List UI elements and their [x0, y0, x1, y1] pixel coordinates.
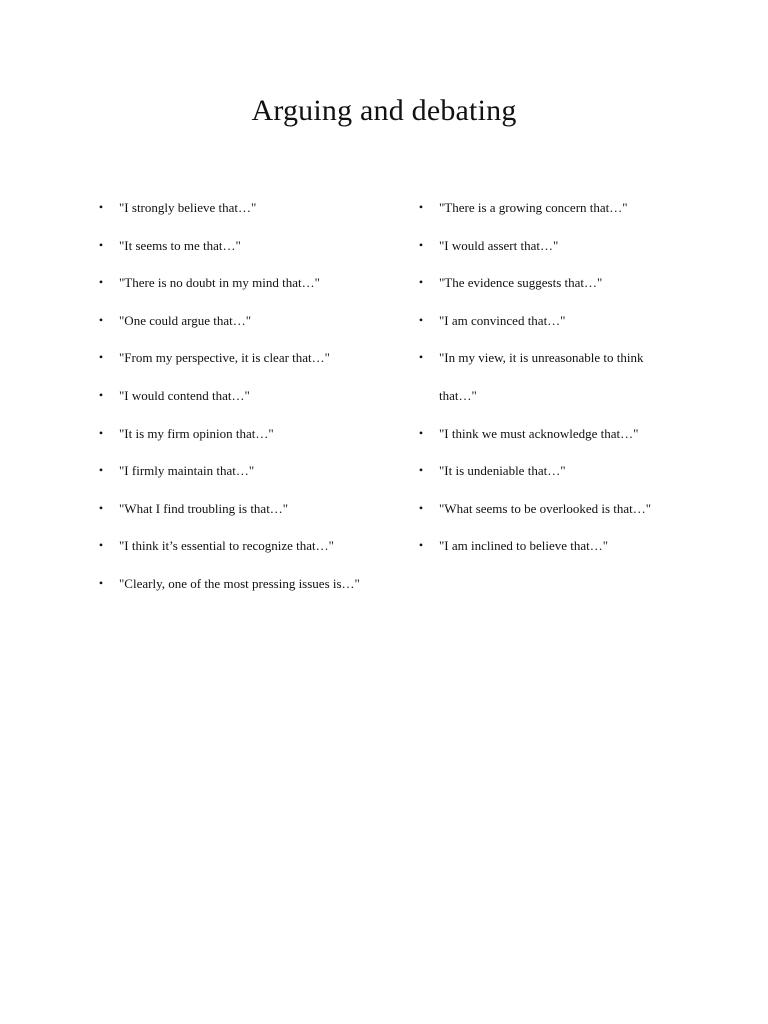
bullet-icon: •	[98, 200, 104, 214]
list-item	[96, 189, 396, 227]
list-item	[96, 490, 396, 528]
bullet-icon: •	[98, 350, 104, 365]
list-item	[416, 302, 716, 340]
list-item	[416, 415, 716, 453]
list-item	[96, 302, 396, 340]
bullet-icon: •	[418, 312, 424, 327]
bullet-icon: •	[418, 425, 424, 440]
list-item-text: "It seems to me that…"	[119, 237, 241, 253]
bullet-icon: •	[98, 463, 104, 478]
list-item-text: "I am convinced that…"	[439, 312, 566, 328]
list-item-text: "What seems to be overlooked is that…"	[439, 500, 652, 516]
list-item	[96, 339, 396, 377]
list-item-text: "Clearly, one of the most pressing issues is…"	[119, 575, 360, 591]
list-item-text: "I firmly maintain that…"	[119, 463, 255, 479]
list-item-text: "From my perspective, it is clear that…"	[119, 350, 330, 366]
list-item-text: "It is my firm opinion that…"	[119, 425, 274, 441]
phrase-list-left	[96, 189, 396, 603]
list-item	[416, 189, 716, 227]
list-item-text: "I would contend that…"	[119, 387, 250, 403]
list-item-text: "In my view, it is unreasonable to think that…"	[439, 350, 644, 403]
bullet-icon: •	[418, 500, 424, 515]
list-item	[416, 339, 679, 414]
bullet-icon: •	[98, 425, 104, 440]
list-item	[416, 490, 716, 528]
list-item	[416, 227, 716, 265]
page-title: Arguing and debating	[251, 94, 517, 127]
list-item	[96, 452, 396, 490]
bullet-icon: •	[98, 538, 104, 553]
list-item	[96, 377, 396, 415]
list-item-text: "I strongly believe that…"	[119, 200, 257, 215]
list-item-text: "There is a growing concern that…"	[439, 200, 628, 215]
list-item-text: "I am inclined to believe that…"	[439, 538, 609, 554]
bullet-icon: •	[98, 387, 104, 402]
list-item	[416, 452, 716, 490]
list-item-text: "It is undeniable that…"	[439, 463, 566, 479]
bullet-icon: •	[98, 312, 104, 327]
bullet-icon: •	[98, 275, 104, 290]
bullet-icon: •	[98, 237, 104, 252]
list-item-text: "I think we must acknowledge that…"	[439, 425, 639, 441]
bullet-icon: •	[418, 538, 424, 553]
bullet-icon: •	[418, 350, 424, 365]
list-item	[96, 227, 396, 265]
list-item-text: "One could argue that…"	[119, 312, 252, 328]
bullet-icon: •	[418, 200, 424, 214]
list-item	[96, 264, 396, 302]
phrase-list-right	[416, 189, 716, 565]
list-item	[416, 527, 716, 565]
bullet-icon: •	[418, 463, 424, 478]
list-item	[96, 565, 379, 603]
list-item	[96, 527, 396, 565]
bullet-icon: •	[418, 237, 424, 252]
list-item-text: "The evidence suggests that…"	[439, 275, 603, 291]
bullet-icon: •	[98, 575, 104, 590]
list-item	[96, 415, 396, 453]
list-item-text: "I would assert that…"	[439, 237, 559, 253]
bullet-icon: •	[418, 275, 424, 290]
list-item-text: "There is no doubt in my mind that…"	[119, 275, 320, 291]
list-item-text: "I think it’s essential to recognize that…"	[119, 538, 334, 554]
bullet-icon: •	[98, 500, 104, 515]
list-item-text: "What I find troubling is that…"	[119, 500, 289, 516]
list-item	[416, 264, 716, 302]
